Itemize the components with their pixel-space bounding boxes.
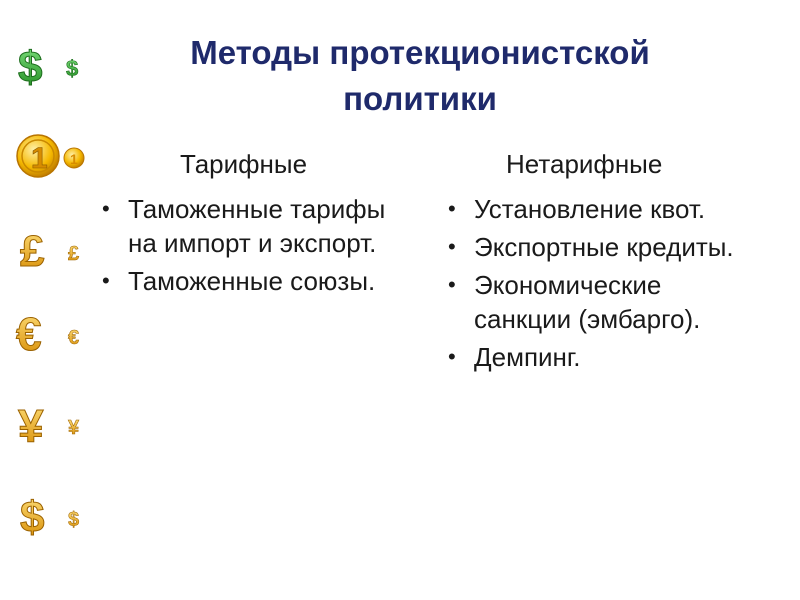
list-item: • Экономические санкции (эмбарго). (444, 268, 764, 336)
list-item: • Таможенные тарифы на импорт и экспорт. (98, 192, 418, 260)
euro-icon (14, 302, 94, 362)
list-item: • Демпинг. (444, 340, 764, 374)
svg-text:¥: ¥ (18, 400, 44, 452)
svg-text:€: € (68, 327, 80, 349)
svg-text:$: $ (66, 56, 79, 81)
list-item: • Установление квот. (444, 192, 764, 226)
svg-text:¥: ¥ (68, 417, 80, 439)
yen-icon (14, 394, 94, 454)
page-title: Методы протекционистской политики (190, 34, 650, 117)
non-tariff-heading: Нетарифные (506, 149, 663, 179)
tariff-column (98, 148, 418, 302)
dollar-icon (14, 484, 94, 544)
svg-text:£: £ (20, 227, 45, 276)
svg-text:1: 1 (70, 151, 78, 167)
tariff-list (98, 192, 418, 298)
pound-icon (14, 218, 94, 278)
svg-text:€: € (16, 308, 42, 360)
tariff-heading: Тарифные (180, 149, 308, 179)
list-item: • Таможенные союзы. (98, 264, 418, 298)
svg-text:1: 1 (31, 142, 48, 175)
non-tariff-column (444, 148, 764, 378)
dollar-icon (14, 36, 94, 96)
list-item: • Экспортные кредиты. (444, 230, 764, 264)
svg-text:$: $ (18, 43, 43, 92)
one-coin-icon (14, 128, 94, 188)
svg-text:$: $ (20, 493, 45, 542)
svg-text:£: £ (68, 243, 80, 265)
svg-text:$: $ (68, 509, 80, 531)
non-tariff-list (444, 192, 764, 374)
